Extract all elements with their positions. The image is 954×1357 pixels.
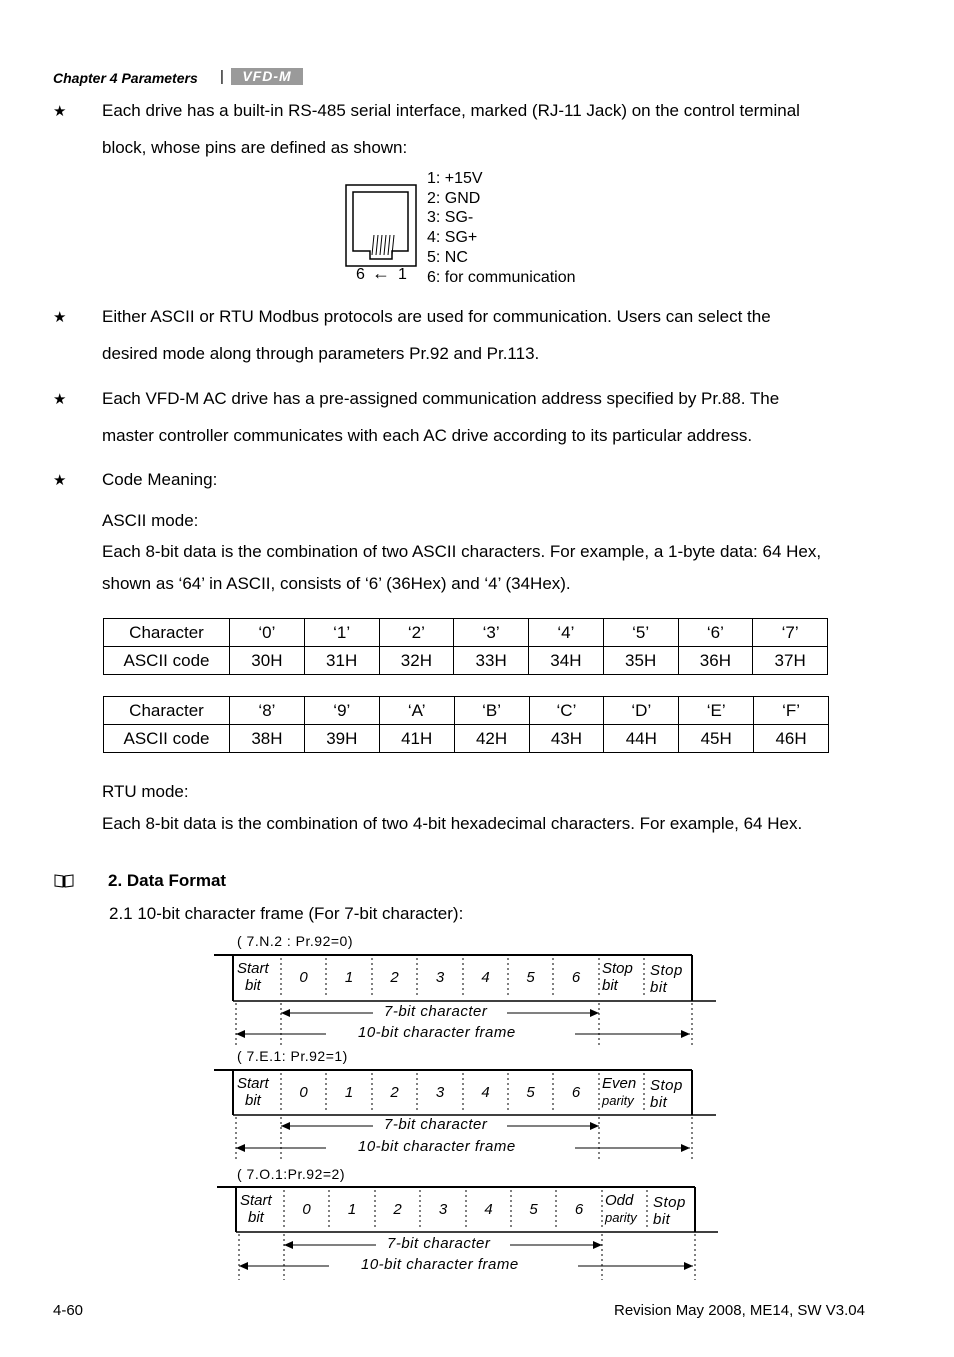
bullet-2-line-2: desired mode along through parameters Pr.92 and Pr.113. <box>102 344 540 363</box>
revision-info: Revision May 2008, ME14, SW V3.04 <box>614 1302 865 1319</box>
bullet-1-line-1: Each drive has a built-in RS-485 serial interface, marked (RJ-11 Jack) on the control terminal <box>102 101 800 120</box>
table-row <box>104 647 828 675</box>
arrow-left-icon: ← <box>372 263 390 283</box>
bullet-star-icon: ★ <box>53 391 67 408</box>
data-bit-cell: 5 <box>526 969 535 986</box>
bullet-3-line-1: Each VFD-M AC drive has a pre-assigned communication address specified by Pr.88. The <box>102 389 780 408</box>
row-header: Character <box>104 619 230 647</box>
data-bit-cell: 0 <box>302 1201 311 1218</box>
table-cell: ‘D’ <box>604 697 679 725</box>
data-bit-cell: 6 <box>574 1201 584 1218</box>
data-bit-cell: 4 <box>481 969 490 986</box>
data-bit-cell: 0 <box>299 969 308 986</box>
table-row <box>104 697 829 725</box>
bullet-star-icon: ★ <box>53 309 67 326</box>
data-bit-cell: 5 <box>526 1084 535 1101</box>
table-cell: ‘E’ <box>679 697 754 725</box>
table-cell: 37H <box>753 647 828 675</box>
table-cell: ‘4’ <box>529 619 604 647</box>
bullet-2-line-1: Either ASCII or RTU Modbus protocols are used for communication. Users can select the <box>102 307 771 326</box>
pin-definitions <box>427 169 576 287</box>
frame-caption: ( 7.O.1:Pr.92=2) <box>237 1166 345 1182</box>
data-bit-cell: 2 <box>390 969 399 986</box>
table-cell: 45H <box>679 725 754 753</box>
bullet-3-line-2: master controller communicates with each AC drive according to its particular address. <box>102 426 753 445</box>
table-cell: ‘3’ <box>454 619 529 647</box>
data-bit-cell: 1 <box>347 1201 357 1218</box>
table-row <box>104 725 829 753</box>
chapter-title: Chapter 4 Parameters <box>53 70 198 86</box>
rtu-mode-line: Each 8-bit data is the combination of two 4-bit hexadecimal characters. For example, 64 Hex. <box>102 814 803 833</box>
bullet-4-line-1: Code Meaning: <box>102 470 218 489</box>
seven-bit-character-label: 7-bit character <box>387 1235 491 1252</box>
bullet-star-icon: ★ <box>53 472 67 489</box>
ten-bit-frame-label: 10-bit character frame <box>361 1256 519 1273</box>
ascii-table-1 <box>103 618 828 675</box>
table-cell: 36H <box>678 647 753 675</box>
stop-bit-cell: Stop bit <box>650 1077 683 1111</box>
start-bit-cell: Start bit <box>240 1192 272 1226</box>
table-row <box>104 619 828 647</box>
data-bit-cell: 1 <box>344 969 354 986</box>
pin-definition: 6: for communication <box>427 268 576 286</box>
stop-bit-cell: Stop bit <box>650 962 683 996</box>
data-bit-cell: 1 <box>344 1084 354 1101</box>
table-cell: ‘5’ <box>603 619 678 647</box>
row-header: Character <box>104 697 230 725</box>
data-bit-cell: 4 <box>481 1084 490 1101</box>
row-header: ASCII code <box>104 647 230 675</box>
data-bit-cell: 2 <box>393 1201 402 1218</box>
data-bit-cell: 6 <box>571 969 581 986</box>
bullet-star-icon: ★ <box>53 103 67 120</box>
data-bit-cell: 5 <box>529 1201 538 1218</box>
data-bit-cell: 3 <box>438 1201 448 1218</box>
parity-or-stop-cell: Odd parity <box>605 1192 637 1225</box>
table-cell: ‘8’ <box>230 697 305 725</box>
parity-or-stop-cell: Stop bit <box>602 960 633 994</box>
start-bit-cell: Start bit <box>237 960 269 994</box>
table-cell: 31H <box>304 647 379 675</box>
data-bit-cell: 2 <box>390 1084 399 1101</box>
pin-definition: 2: GND <box>427 189 481 207</box>
table-cell: ‘C’ <box>529 697 604 725</box>
rtu-mode-title: RTU mode: <box>102 782 189 801</box>
table-cell: ‘A’ <box>379 697 454 725</box>
data-format-subtitle: 2.1 10-bit character frame (For 7-bit character): <box>109 904 464 923</box>
table-cell: 32H <box>379 647 454 675</box>
frame-caption: ( 7.N.2 : Pr.92=0) <box>237 933 353 949</box>
ascii-mode-title: ASCII mode: <box>102 511 199 530</box>
table-cell: 33H <box>454 647 529 675</box>
ten-bit-frame-label: 10-bit character frame <box>358 1138 516 1155</box>
header-separator: | <box>220 68 224 85</box>
row-header: ASCII code <box>104 725 230 753</box>
table-cell: 34H <box>529 647 604 675</box>
book-icon <box>54 873 74 889</box>
table-cell: 41H <box>379 725 454 753</box>
data-format-title: 2. Data Format <box>108 871 227 890</box>
table-cell: ‘9’ <box>304 697 379 725</box>
stop-bit-cell: Stop bit <box>653 1194 686 1228</box>
parity-or-stop-cell: Even parity <box>602 1075 637 1108</box>
table-cell: 38H <box>230 725 305 753</box>
vfd-m-logo: VFD-M <box>231 68 303 85</box>
table-cell: ‘1’ <box>304 619 379 647</box>
data-bit-cell: 4 <box>484 1201 493 1218</box>
table-cell: 39H <box>304 725 379 753</box>
page-number: 4-60 <box>53 1302 84 1319</box>
pin-definition: 4: SG+ <box>427 229 478 247</box>
table-cell: 42H <box>454 725 529 753</box>
table-cell: 30H <box>230 647 305 675</box>
ascii-mode-line-2: shown as ‘64’ in ASCII, consists of ‘6’ (36Hex) and ‘4’ (34Hex). <box>102 574 571 593</box>
pin-1-label: 1 <box>398 266 407 283</box>
table-cell: ‘2’ <box>379 619 454 647</box>
data-bit-cell: 3 <box>435 969 445 986</box>
data-bit-cell: 0 <box>299 1084 308 1101</box>
frame-caption: ( 7.E.1: Pr.92=1) <box>237 1048 348 1064</box>
pin-6-label: 6 <box>356 266 365 283</box>
seven-bit-character-label: 7-bit character <box>384 1003 488 1020</box>
pin-definition: 5: NC <box>427 248 468 266</box>
table-cell: ‘0’ <box>230 619 305 647</box>
bullet-1-line-2: block, whose pins are defined as shown: <box>102 138 408 157</box>
seven-bit-character-label: 7-bit character <box>384 1116 488 1133</box>
table-cell: ‘6’ <box>678 619 753 647</box>
ascii-table-2 <box>103 696 829 753</box>
start-bit-cell: Start bit <box>237 1075 269 1109</box>
table-cell: ‘7’ <box>753 619 828 647</box>
data-bit-cell: 6 <box>571 1084 581 1101</box>
pin-definition: 3: SG- <box>427 209 474 227</box>
pin-definition: 1: +15V <box>427 170 483 187</box>
table-cell: 35H <box>603 647 678 675</box>
data-bit-cell: 3 <box>435 1084 445 1101</box>
table-cell: ‘B’ <box>454 697 529 725</box>
ascii-mode-line-1: Each 8-bit data is the combination of two ASCII characters. For example, a 1-byte data: 64 Hex, <box>102 542 822 561</box>
table-cell: 44H <box>604 725 679 753</box>
table-cell: 46H <box>754 725 829 753</box>
table-cell: ‘F’ <box>754 697 829 725</box>
ten-bit-frame-label: 10-bit character frame <box>358 1024 516 1041</box>
table-cell: 43H <box>529 725 604 753</box>
